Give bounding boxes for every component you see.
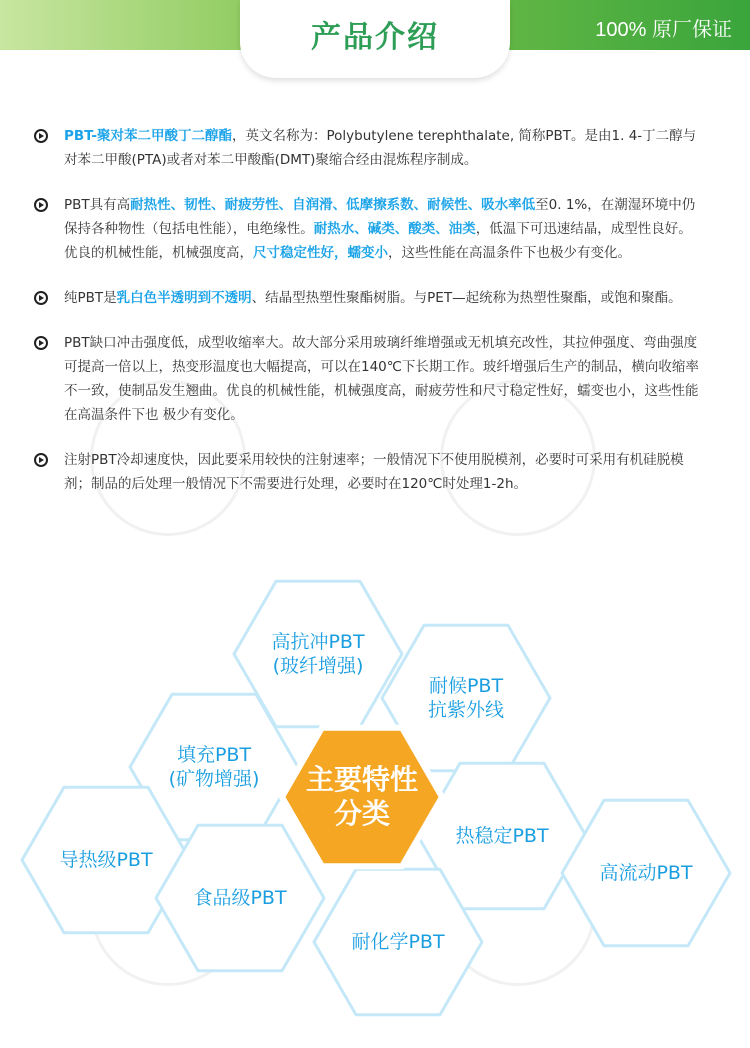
body-text: PBT具有高: [64, 197, 131, 213]
paragraph: [34, 193, 704, 265]
paragraph: [34, 448, 704, 496]
play-circle-icon: [34, 336, 48, 350]
hex-label-food-grade: [193, 886, 286, 910]
body-text: ，英文名称为：Polybutylene terephthalate, 简称PBT。是由1. 4-丁二醇与对苯二甲酸(PTA)或者对苯二甲酸酯(DMT)聚缩合经由混炼程序制成。: [64, 128, 697, 168]
play-circle-icon: [34, 291, 48, 305]
highlight-text: 耐热性、韧性、耐疲劳性、自润滑、低摩擦系数、耐候性、吸水率低: [130, 197, 536, 213]
play-circle-icon: [34, 129, 48, 143]
highlight-text: 尺寸稳定性好，蠕变小: [253, 245, 388, 261]
page-title: 产品介绍: [311, 20, 439, 55]
play-circle-icon: [34, 453, 48, 467]
hex-label-line1: 导热级PBT: [59, 849, 153, 871]
hex-label-filled: [169, 743, 260, 791]
hex-label-line1: 高流动PBT: [599, 862, 693, 884]
hex-label-thermal-conductive: [59, 848, 152, 872]
hex-label-chemical-resistant: [351, 930, 444, 954]
paragraph: [34, 331, 704, 427]
hex-label-line1: 耐化学PBT: [351, 931, 445, 953]
paragraph: [34, 124, 704, 172]
guarantee-badge: 100% 原厂保证: [595, 19, 732, 41]
page-header: [0, 0, 750, 90]
hex-label-line1: 高抗冲PBT: [271, 631, 365, 653]
play-circle-icon: [34, 198, 48, 212]
hex-label-high-impact: [271, 630, 364, 678]
hex-label-line1: 耐候PBT: [428, 675, 504, 697]
hex-center-label: 主要特性分类: [305, 763, 418, 830]
hex-label-high-flow: [599, 861, 692, 885]
hex-label-heat-stable: [455, 824, 548, 848]
hex-label-weather: [428, 674, 504, 722]
paragraph: [34, 286, 704, 310]
body-text: PBT缺口冲击强度低，成型收缩率大。故大部分采用玻璃纤维增强或无机填充改性，其拉伸强度、弯曲强度可提高一倍以上，热变形温度也大幅提高，可以在140℃下长期工作。玻纤增强后生产的制品，横向收缩率不一致，使制品发生翘曲。优良的机械性能，机械强度高，耐疲劳性和尺寸稳定性好，蠕变也小，这些性能在高温条件下也 极少有变化。: [64, 335, 699, 423]
product-description: [34, 124, 704, 517]
body-text: 注射PBT冷却速度快，因此要采用较快的注射速率；一般情况下不使用脱模剂，必要时可采用有机硅脱模剂；制品的后处理一般情况下不需要进行处理，必要时在120℃时处理1-2h。: [64, 452, 684, 492]
hex-label-line1: 食品级PBT: [193, 887, 287, 909]
hex-label-line2: 抗紫外线: [427, 699, 505, 721]
body-text: 纯PBT是: [64, 290, 117, 306]
feature-hex-diagram: [0, 570, 750, 1048]
hex-label-line2: (玻纤增强): [272, 655, 364, 677]
body-text: 至0. 1%，在潮湿环境中仍保持各种物性（包括电性能），电绝缘性。: [64, 197, 696, 237]
hex-label-line1: 填充PBT: [176, 744, 252, 766]
hex-label-line2: (矿物增强): [168, 768, 260, 790]
body-text: ，这些性能在高温条件下也极少有变化。: [388, 245, 631, 261]
body-text: 、结晶型热塑性聚酯树脂。与PET—起统称为热塑性聚酯，或饱和聚酯。: [251, 290, 682, 306]
body-text: ，低温下可迅速结晶，成型性良好。优良的机械性能，机械强度高，: [64, 221, 692, 261]
highlight-text: PBT-聚对苯二甲酸丁二醇酯: [64, 128, 233, 144]
highlight-text: 乳白色半透明到不透明: [116, 290, 252, 306]
highlight-text: 耐热水、碱类、酸类、油类: [313, 221, 476, 237]
hex-label-line1: 热稳定PBT: [455, 825, 549, 847]
